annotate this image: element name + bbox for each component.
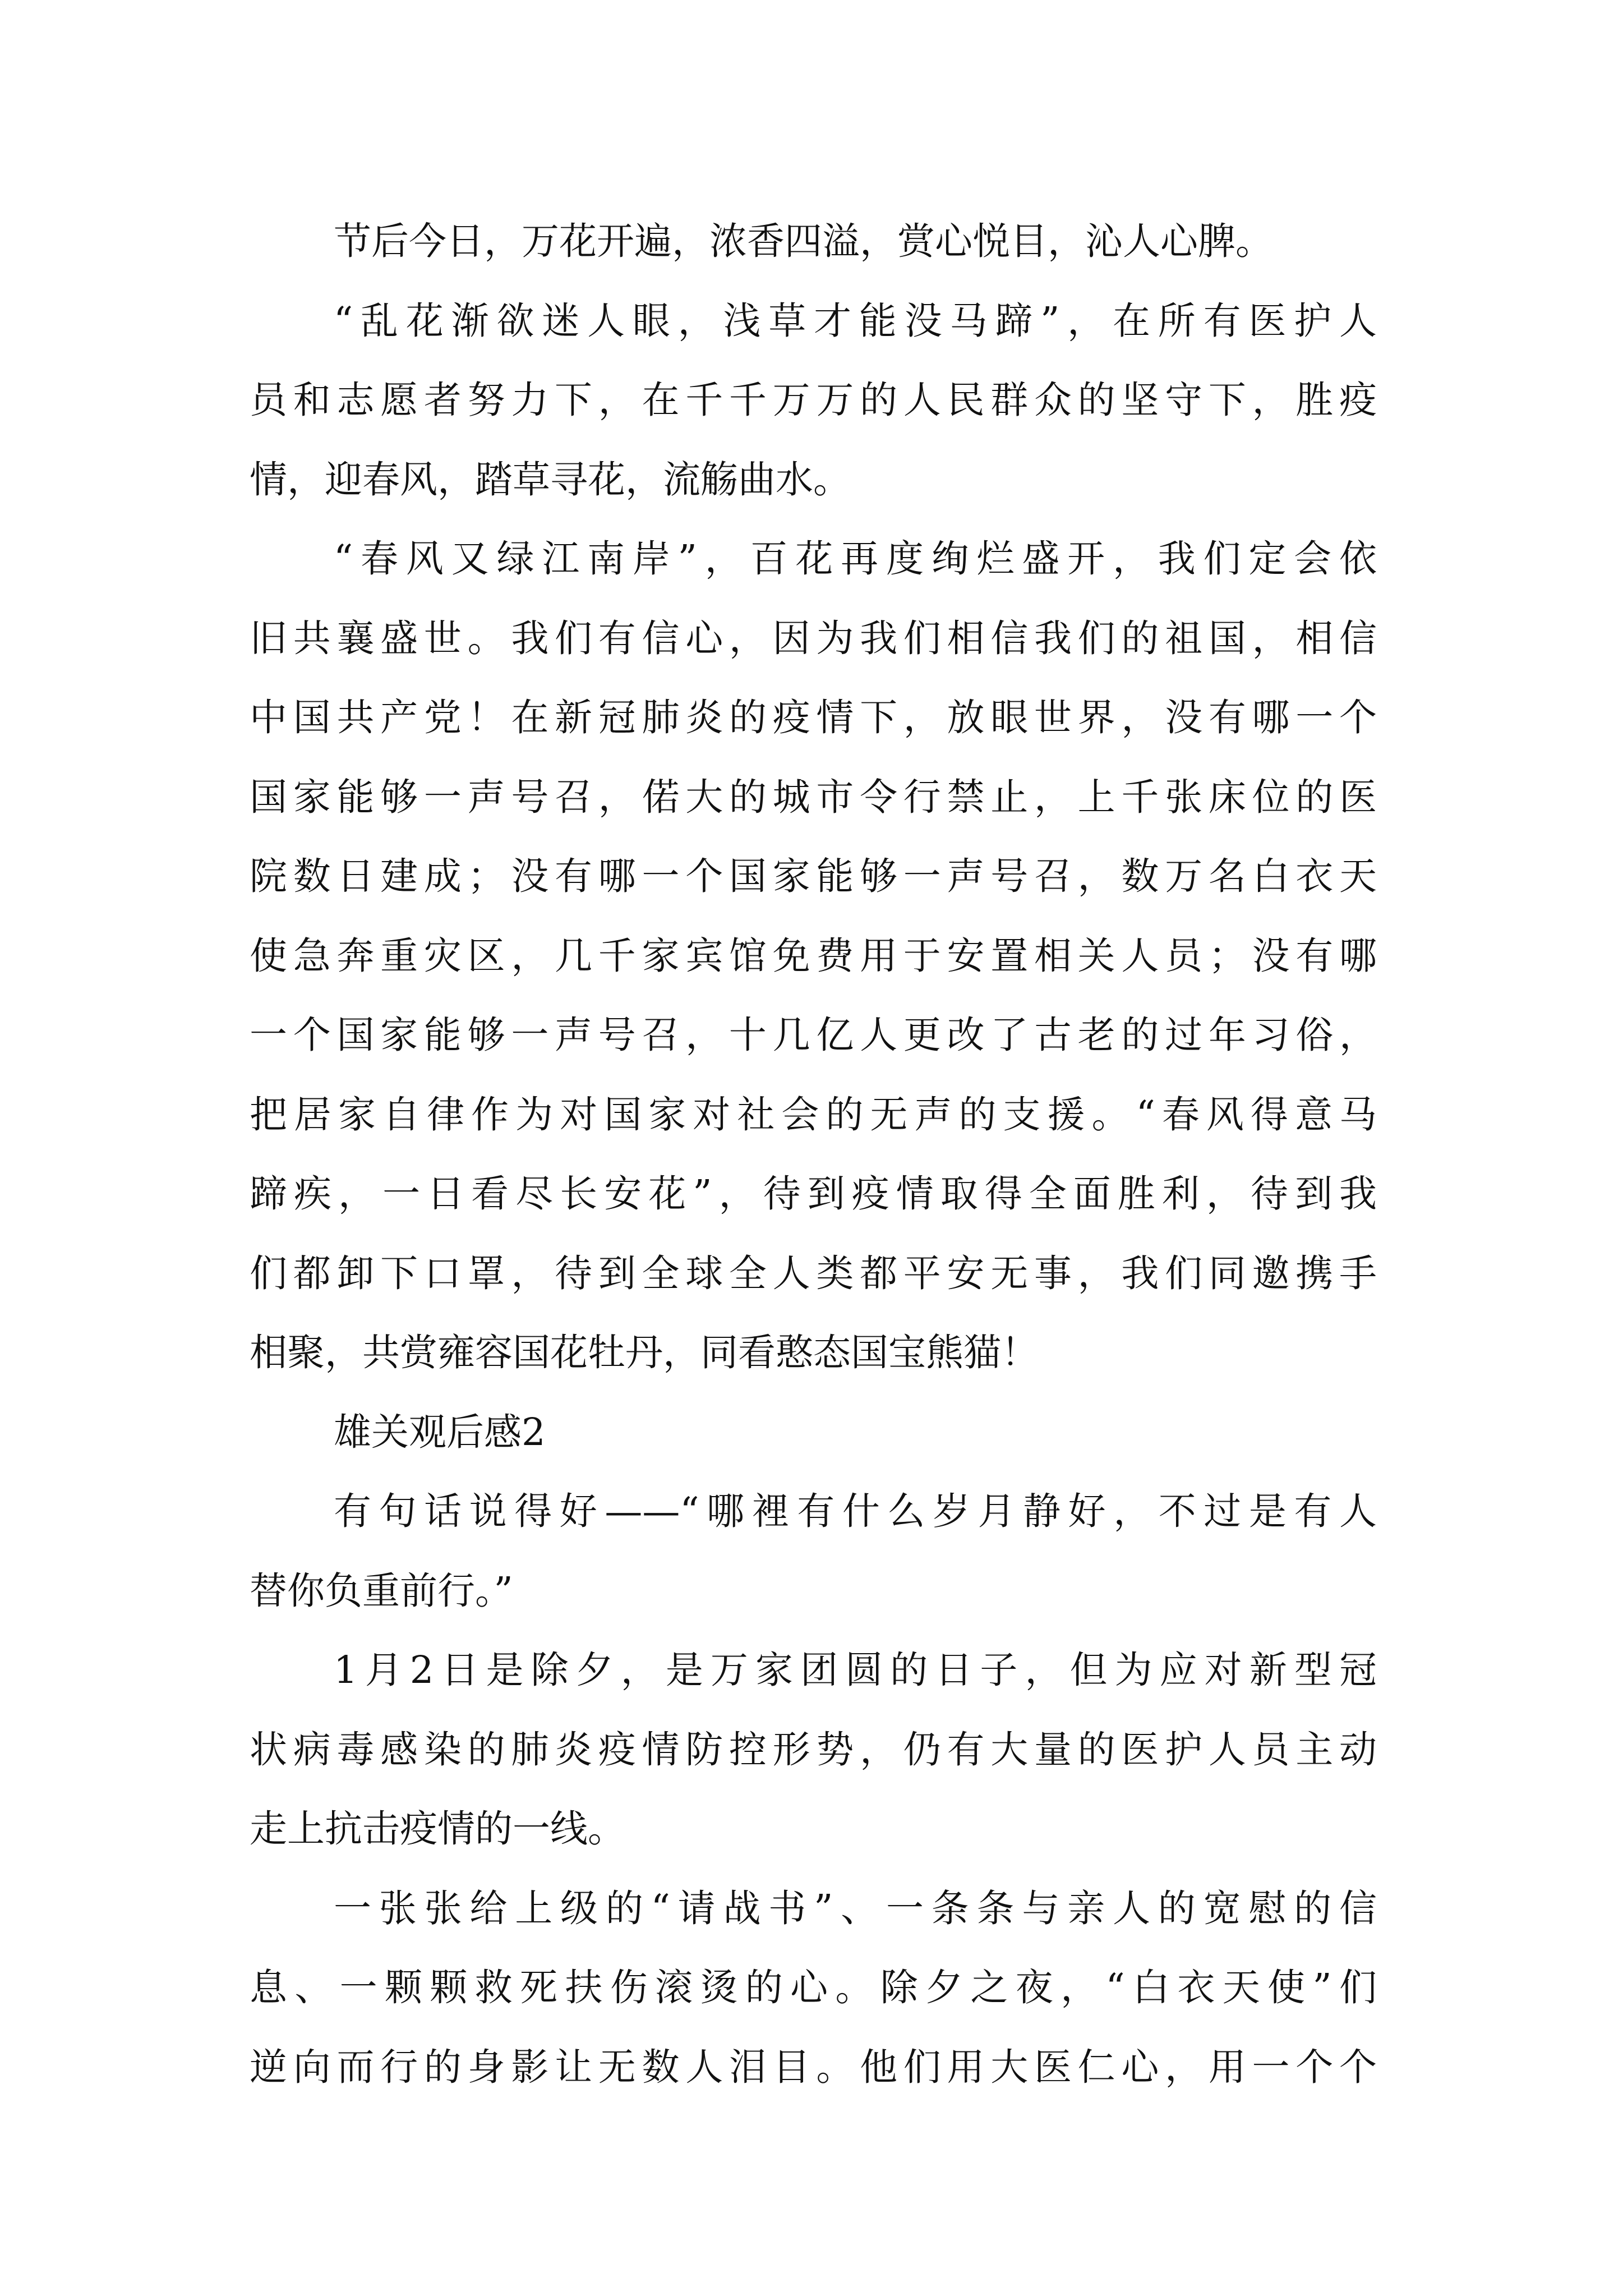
text-line: 员和志愿者努力下，在千千万万的人民群众的坚守下，胜疫 [250, 378, 1377, 422]
text-line: 旧共襄盛世。我们有信心，因为我们相信我们的祖国，相信 [250, 616, 1377, 660]
text-line: 状病毒感染的肺炎疫情防控形势，仍有大量的医护人员主动 [250, 1727, 1377, 1772]
text-line: 替你负重前行。” [250, 1568, 513, 1613]
text-line: 相聚，共赏雍容国花牡丹，同看憨态国宝熊猫！ [250, 1331, 1039, 1374]
text-line: 节后今日，万花开遍，浓香四溢，赏心悦目，沁人心脾。 [334, 219, 1273, 263]
text-line: 院数日建成；没有哪一个国家能够一声号召，数万名白衣天 [250, 854, 1377, 898]
text-line: 蹄疾，一日看尽长安花”，待到疫情取得全面胜利，待到我 [250, 1172, 1377, 1216]
text-line: 国家能够一声号召，偌大的城市令行禁止，上千张床位的医 [250, 775, 1377, 819]
text-line: “春风又绿江南岸”，百花再度绚烂盛开，我们定会依 [334, 537, 1377, 581]
text-line: 把居家自律作为对国家对社会的无声的支援。“春风得意马 [250, 1092, 1377, 1137]
text-line: 走上抗击疫情的一线。 [250, 1807, 625, 1851]
section-heading: 雄关观后感2 [334, 1410, 546, 1454]
text-line: 中国共产党！在新冠肺炎的疫情下，放眼世界，没有哪一个 [250, 696, 1377, 739]
text-line: 使急奔重灾区，几千家宾馆免费用于安置相关人员；没有哪 [250, 933, 1377, 978]
text-line: 一个国家能够一声号召，十几亿人更改了古老的过年习俗， [250, 1013, 1377, 1057]
text-line: 逆向而行的身影让无数人泪目。他们用大医仁心，用一个个 [250, 2045, 1377, 2089]
text-line: 息、一颗颗救死扶伤滚烫的心。除夕之夜，“白衣天使”们 [250, 1966, 1377, 2009]
text-line: 一张张给上级的“请战书”、一条条与亲人的宽慰的信 [334, 1886, 1377, 1930]
text-line: “乱花渐欲迷人眼，浅草才能没马蹄”，在所有医护人 [334, 298, 1377, 343]
text-line: 1月2日是除夕，是万家团圆的日子，但为应对新型冠 [334, 1648, 1377, 1692]
text-line: 情，迎春风，踏草寻花，流觞曲水。 [250, 457, 851, 501]
text-line: 们都卸下口罩，待到全球全人类都平安无事，我们同邀携手 [250, 1251, 1377, 1295]
text-line: 有句话说得好——“哪裡有什么岁月静好，不过是有人 [334, 1489, 1377, 1533]
